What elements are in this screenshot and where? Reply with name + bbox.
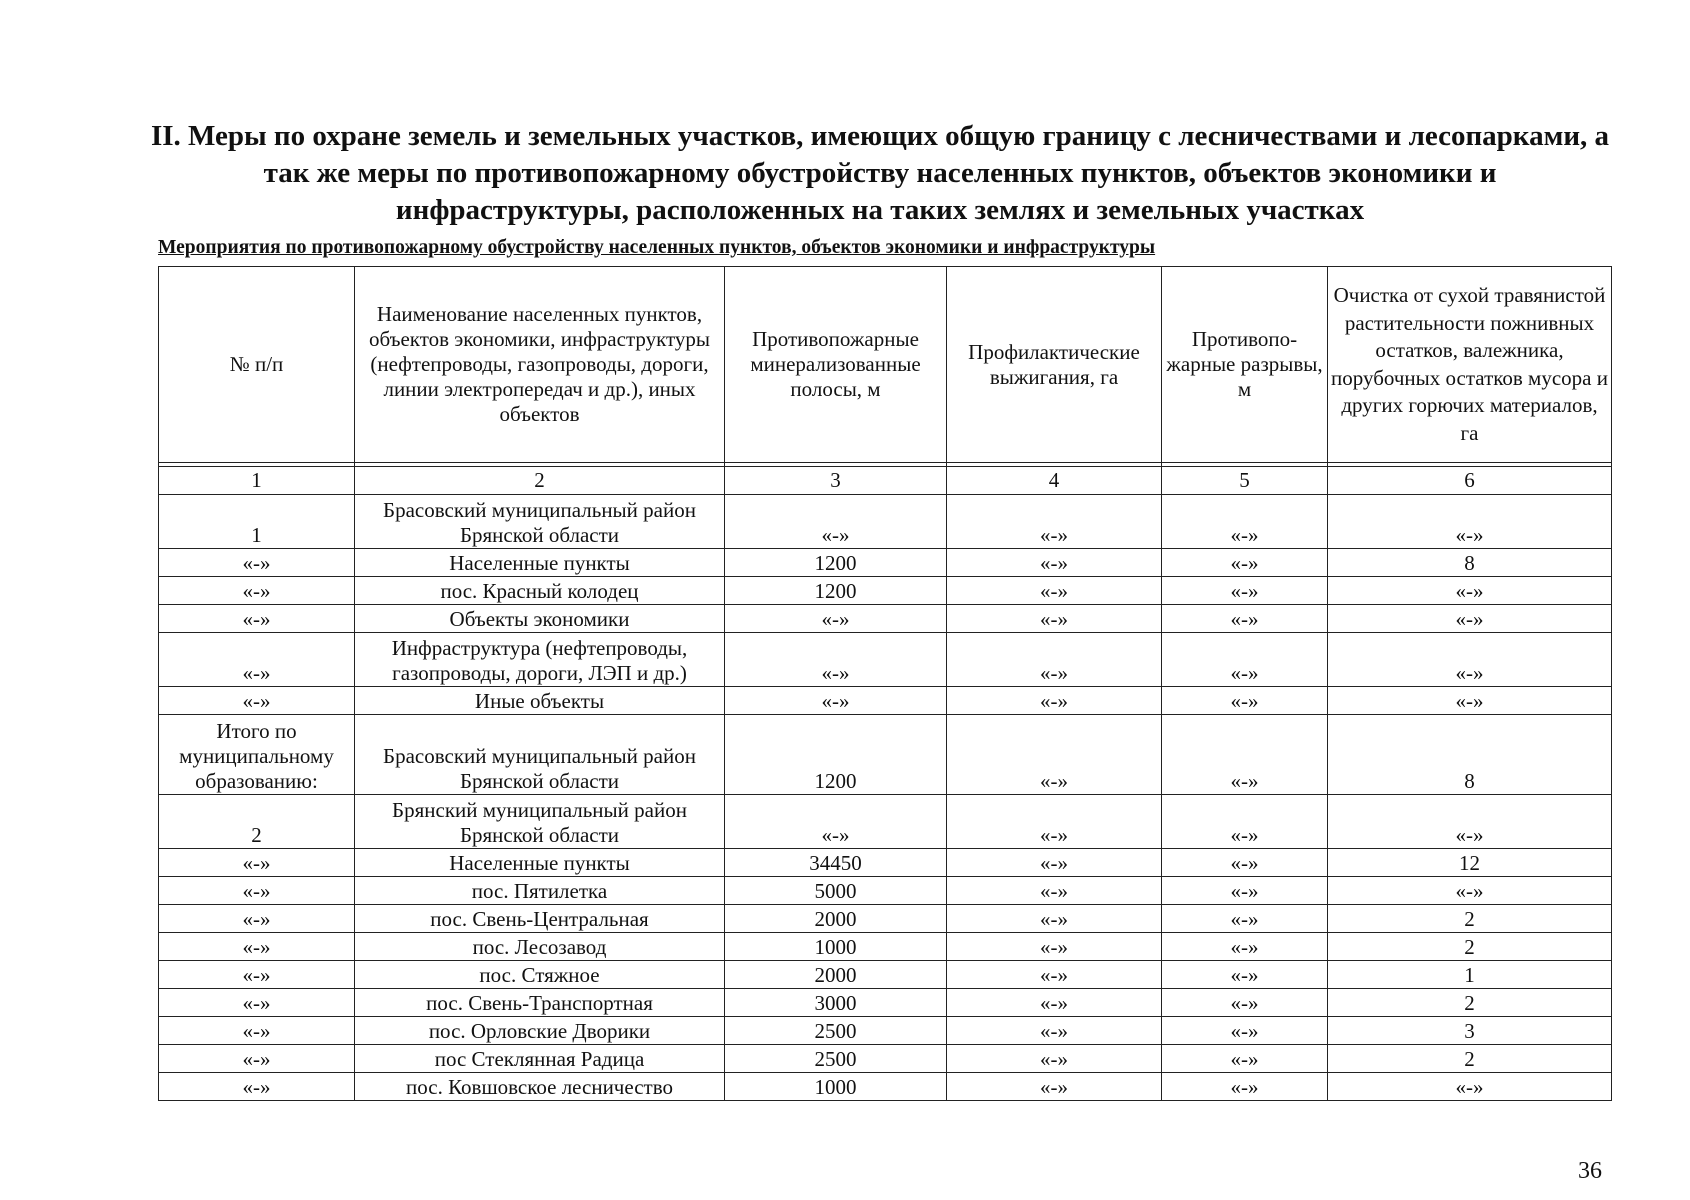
header-cell: Профилактические выжигания, га [947,267,1162,463]
table-cell: «-» [1162,905,1328,933]
table-cell: «-» [947,549,1162,577]
page-number: 36 [1578,1158,1602,1184]
table-cell: «-» [947,849,1162,877]
table-cell: «-» [159,1073,355,1101]
table-row [159,933,1612,961]
table-cell: 1200 [725,715,947,795]
table-cell: «-» [947,877,1162,905]
measures-table [158,266,1612,1101]
table-cell: «-» [725,495,947,549]
name-cell: Брасовский муниципальный район Брянской области [355,495,725,549]
table-cell: «-» [1162,877,1328,905]
table-row [159,715,1612,795]
table-cell: «-» [159,961,355,989]
table-row [159,605,1612,633]
table-cell: «-» [159,549,355,577]
table-cell: 1 [159,495,355,549]
table-cell: «-» [1162,933,1328,961]
table-cell: «-» [159,633,355,687]
header-row [159,267,1612,463]
table-cell: «-» [1328,633,1612,687]
name-cell: пос. Красный колодец [355,577,725,605]
table-cell: 8 [1328,549,1612,577]
table-cell: «-» [1162,795,1328,849]
table-cell: 34450 [725,849,947,877]
table-cell: «-» [1162,961,1328,989]
name-cell: Населенные пункты [355,549,725,577]
table-cell: Итого по муниципальному образованию: [159,715,355,795]
table-cell: «-» [1162,715,1328,795]
header-cell: Противопо-жарные разрывы, м [1162,267,1328,463]
table-cell: 1000 [725,933,947,961]
table-row [159,877,1612,905]
table-cell: «-» [159,1045,355,1073]
table-cell: «-» [1162,495,1328,549]
table-cell: «-» [1162,687,1328,715]
table-cell: 2 [159,795,355,849]
name-cell: пос. Пятилетка [355,877,725,905]
table-cell: «-» [947,989,1162,1017]
table-cell: 2 [1328,933,1612,961]
table-cell: «-» [1162,1073,1328,1101]
table-row [159,577,1612,605]
table-cell: «-» [1328,495,1612,549]
table-row [159,795,1612,849]
column-number: 6 [1328,467,1612,495]
table-cell: «-» [947,905,1162,933]
table-cell: «-» [947,1017,1162,1045]
header-cell: Наименование населенных пунктов, объектов экономики, инфраструктуры (нефтепроводы, газопроводы, дороги, линии электропередач и др.), иных объектов [355,267,725,463]
table-cell: «-» [947,715,1162,795]
table-cell: «-» [1328,795,1612,849]
table-cell: «-» [159,933,355,961]
header-cell: Противопожарные минерализованные полосы, м [725,267,947,463]
table-cell: «-» [725,605,947,633]
table-cell: «-» [947,795,1162,849]
table-row [159,549,1612,577]
table-cell: «-» [1162,1045,1328,1073]
table-cell: «-» [947,605,1162,633]
name-cell: пос. Ковшовское лесничество [355,1073,725,1101]
table-cell: 1000 [725,1073,947,1101]
name-cell: Населенные пункты [355,849,725,877]
column-number: 4 [947,467,1162,495]
table-cell: «-» [947,687,1162,715]
table-cell: «-» [947,495,1162,549]
table-cell: 1200 [725,577,947,605]
table-cell: 2000 [725,961,947,989]
name-cell: Инфраструктура (нефтепроводы, газопроводы, дороги, ЛЭП и др.) [355,633,725,687]
column-number: 1 [159,467,355,495]
table-cell: 2000 [725,905,947,933]
table-cell: 2500 [725,1045,947,1073]
table-cell: «-» [947,633,1162,687]
table-cell: 3 [1328,1017,1612,1045]
table-cell: «-» [159,877,355,905]
table-cell: 12 [1328,849,1612,877]
column-number: 3 [725,467,947,495]
table-cell: «-» [947,1073,1162,1101]
table-cell: «-» [725,795,947,849]
table-cell: «-» [159,577,355,605]
name-cell: пос. Стяжное [355,961,725,989]
header-cell: № п/п [159,267,355,463]
section-title: II. Меры по охране земель и земельных участков, имеющих общую границу с лесничествами и лесопарками, а так же меры по противопожарному обустройству населенных пунктов, объектов экономики и инфраструктуры, расположенных на таких землях и земельных участках [150,120,1610,226]
header-cell: Очистка от сухой травянистой растительности пожнивных остатков, валежника, порубочных остатков мусора и других горючих материалов, га [1328,267,1612,463]
column-number: 5 [1162,467,1328,495]
table-row [159,1045,1612,1073]
table-cell: 2500 [725,1017,947,1045]
table-cell: «-» [1162,633,1328,687]
table-cell: «-» [1162,849,1328,877]
table-row [159,989,1612,1017]
table-cell: «-» [1328,577,1612,605]
column-number: 2 [355,467,725,495]
table-cell: «-» [947,1045,1162,1073]
table-cell: «-» [1328,877,1612,905]
table-cell: «-» [1328,687,1612,715]
table-cell: 2 [1328,1045,1612,1073]
table-row [159,1017,1612,1045]
table-row [159,687,1612,715]
name-cell: Брянский муниципальный район Брянской области [355,795,725,849]
table-row [159,1073,1612,1101]
name-cell: пос. Лесозавод [355,933,725,961]
name-cell: Объекты экономики [355,605,725,633]
table-cell: «-» [947,577,1162,605]
table-row [159,849,1612,877]
table-cell: 2 [1328,905,1612,933]
table-cell: «-» [725,687,947,715]
table-cell: «-» [1328,605,1612,633]
table-cell: 3000 [725,989,947,1017]
table-cell: 5000 [725,877,947,905]
table-cell: «-» [947,961,1162,989]
table-row [159,905,1612,933]
table-cell: «-» [947,933,1162,961]
table-cell: 8 [1328,715,1612,795]
table-cell: 2 [1328,989,1612,1017]
table-row [159,961,1612,989]
table-cell: «-» [159,1017,355,1045]
name-cell: пос. Свень-Центральная [355,905,725,933]
table-row [159,633,1612,687]
table-cell: «-» [1162,549,1328,577]
table-cell: «-» [159,687,355,715]
table-cell: «-» [159,605,355,633]
name-cell: пос. Свень-Транспортная [355,989,725,1017]
name-cell: пос Стеклянная Радица [355,1045,725,1073]
table-cell: «-» [1162,577,1328,605]
name-cell: Брасовский муниципальный район Брянской области [355,715,725,795]
table-cell: «-» [1328,1073,1612,1101]
table-cell: «-» [1162,605,1328,633]
name-cell: пос. Орловские Дворики [355,1017,725,1045]
table-cell: 1200 [725,549,947,577]
table-row [159,495,1612,549]
table-cell: «-» [159,989,355,1017]
name-cell: Иные объекты [355,687,725,715]
column-number-row [159,467,1612,495]
table-cell: 1 [1328,961,1612,989]
table-cell: «-» [1162,989,1328,1017]
table-caption: Мероприятия по противопожарному обустройству населенных пунктов, объектов экономики и инфраструктуры [158,237,1156,258]
table-cell: «-» [159,849,355,877]
table-cell: «-» [1162,1017,1328,1045]
table-cell: «-» [159,905,355,933]
table-cell: «-» [725,633,947,687]
